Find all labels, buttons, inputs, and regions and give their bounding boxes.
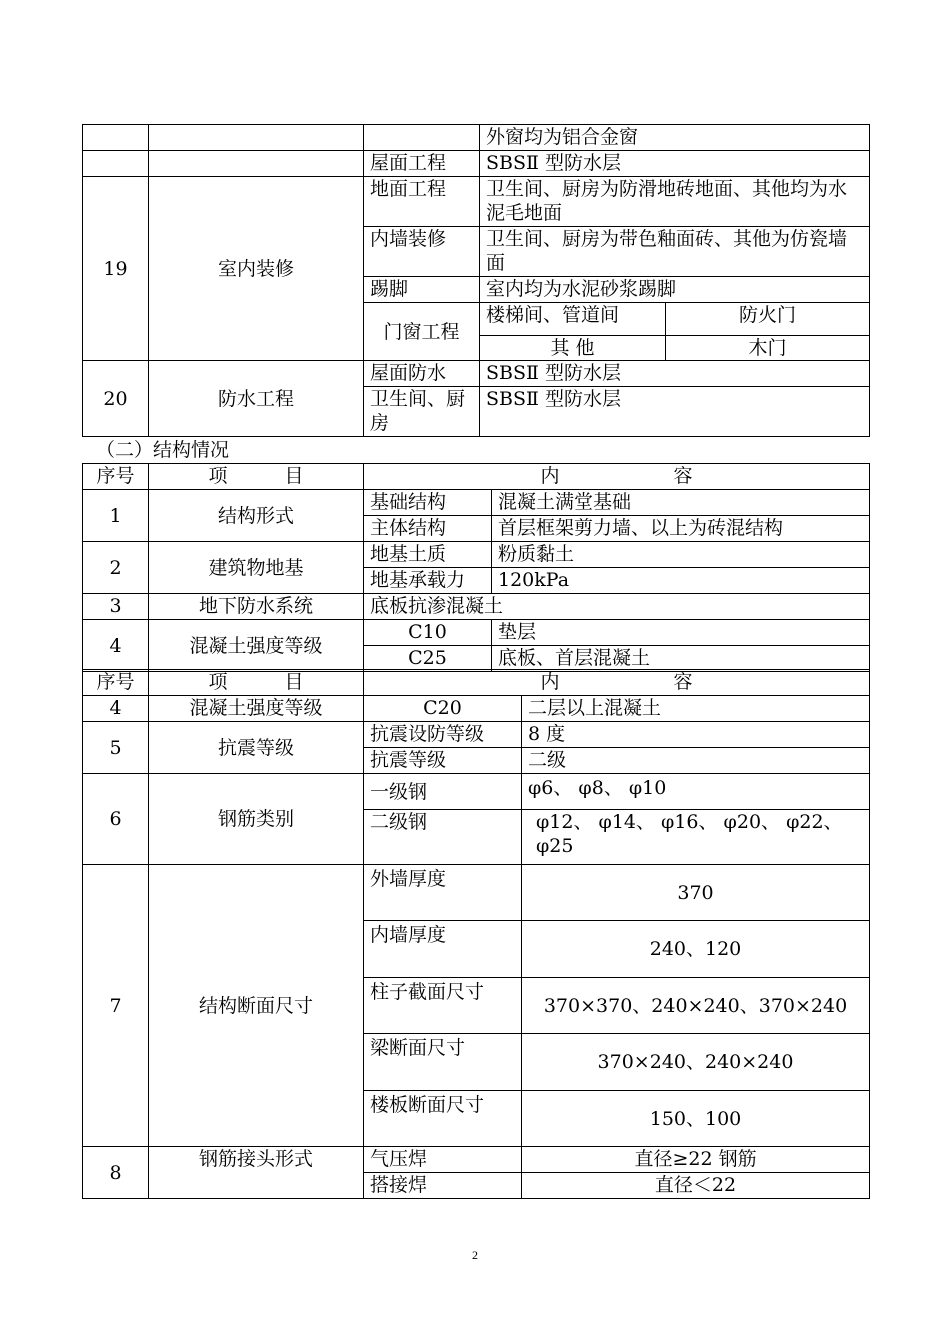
cell-sub: C10 xyxy=(364,620,492,646)
section-title: （二）结构情况 xyxy=(96,439,230,461)
cell-sub: 屋面工程 xyxy=(364,151,480,177)
cell-num: 5 xyxy=(83,722,149,774)
cell-sub: 一级钢 xyxy=(364,774,522,810)
cell-content: 二层以上混凝土 xyxy=(522,696,870,722)
cell-num: 2 xyxy=(83,542,149,594)
cell-sub: 抗震等级 xyxy=(364,748,522,774)
cell-num: 1 xyxy=(83,490,149,542)
cell-content: 底板抗渗混凝土 xyxy=(364,594,870,620)
cell-content: 垫层 xyxy=(492,620,870,646)
header-item: 项 目 xyxy=(149,670,364,696)
cell-sub: 二级钢 xyxy=(364,810,522,865)
cell-content: 外窗均为铝合金窗 xyxy=(480,125,870,151)
cell-content: 底板、首层混凝土 xyxy=(492,646,870,672)
cell-sub: 基础结构 xyxy=(364,490,492,516)
structure-table xyxy=(82,463,870,672)
cell-item: 混凝土强度等级 xyxy=(149,620,364,672)
cell-sub: 卫生间、厨房 xyxy=(364,387,480,437)
cell-sub: 门窗工程 xyxy=(364,303,480,361)
cell-content: 150、100 xyxy=(522,1091,870,1147)
cell-num: 20 xyxy=(83,361,149,437)
cell-content: 卫生间、厨房为防滑地砖地面、其他均为水泥毛地面 xyxy=(480,177,870,227)
cell-num xyxy=(83,151,149,177)
cell-sub: C20 xyxy=(364,696,522,722)
cell-sub: 内墙厚度 xyxy=(364,921,522,978)
structure-table-continued xyxy=(82,669,870,1199)
cell-num: 8 xyxy=(83,1147,149,1199)
cell-content: φ6、 φ8、 φ10 xyxy=(522,774,870,810)
cell-content: 其 他 xyxy=(480,336,666,361)
cell-sub: 踢脚 xyxy=(364,277,480,303)
header-content: 内 容 xyxy=(364,670,870,696)
cell-sub: 地基承载力 xyxy=(364,568,492,594)
cell-sub: 内墙装修 xyxy=(364,227,480,277)
cell-sub: 主体结构 xyxy=(364,516,492,542)
cell-item xyxy=(149,151,364,177)
cell-content: SBSⅡ 型防水层 xyxy=(480,361,870,387)
cell-num: 7 xyxy=(83,865,149,1147)
cell-sub: 柱子截面尺寸 xyxy=(364,978,522,1034)
cell-item: 抗震等级 xyxy=(149,722,364,774)
cell-content: 首层框架剪力墙、以上为砖混结构 xyxy=(492,516,870,542)
header-item: 项 目 xyxy=(149,464,364,490)
cell-content: SBSⅡ 型防水层 xyxy=(480,387,870,437)
cell-item: 结构断面尺寸 xyxy=(149,865,364,1147)
cell-num xyxy=(83,125,149,151)
cell-content: 粉质黏土 xyxy=(492,542,870,568)
cell-content: 防火门 xyxy=(666,303,870,336)
cell-content: 室内均为水泥砂浆踢脚 xyxy=(480,277,870,303)
cell-content: 240、120 xyxy=(522,921,870,978)
cell-item: 室内装修 xyxy=(149,177,364,361)
cell-content: 120kPa xyxy=(492,568,870,594)
cell-sub: 外墙厚度 xyxy=(364,865,522,921)
cell-sub: 屋面防水 xyxy=(364,361,480,387)
cell-num: 4 xyxy=(83,696,149,722)
cell-sub xyxy=(364,125,480,151)
cell-sub: C25 xyxy=(364,646,492,672)
header-num: 序号 xyxy=(83,464,149,490)
cell-sub: 地面工程 xyxy=(364,177,480,227)
interior-finish-table xyxy=(82,124,870,437)
header-num: 序号 xyxy=(83,670,149,696)
cell-content: φ12、 φ14、 φ16、 φ20、 φ22、φ25 xyxy=(522,810,870,865)
cell-content: 卫生间、厨房为带色釉面砖、其他为仿瓷墙面 xyxy=(480,227,870,277)
cell-content: 直径＜22 xyxy=(522,1173,870,1199)
cell-content: 370×240、240×240 xyxy=(522,1034,870,1091)
cell-item: 地下防水系统 xyxy=(149,594,364,620)
cell-num: 3 xyxy=(83,594,149,620)
cell-content: SBSⅡ 型防水层 xyxy=(480,151,870,177)
cell-item: 建筑物地基 xyxy=(149,542,364,594)
cell-content: 木门 xyxy=(666,336,870,361)
cell-sub: 搭接焊 xyxy=(364,1173,522,1199)
cell-item: 混凝土强度等级 xyxy=(149,696,364,722)
cell-item: 钢筋类别 xyxy=(149,774,364,865)
cell-num: 6 xyxy=(83,774,149,865)
cell-content: 混凝土满堂基础 xyxy=(492,490,870,516)
cell-content: 直径≥22 钢筋 xyxy=(522,1147,870,1173)
cell-item: 钢筋接头形式 xyxy=(149,1147,364,1199)
cell-sub: 楼板断面尺寸 xyxy=(364,1091,522,1147)
cell-content: 楼梯间、管道间 xyxy=(480,303,666,336)
cell-content: 二级 xyxy=(522,748,870,774)
cell-sub: 抗震设防等级 xyxy=(364,722,522,748)
cell-sub: 梁断面尺寸 xyxy=(364,1034,522,1091)
cell-item: 防水工程 xyxy=(149,361,364,437)
cell-sub: 地基土质 xyxy=(364,542,492,568)
cell-item: 结构形式 xyxy=(149,490,364,542)
cell-num: 19 xyxy=(83,177,149,361)
cell-num: 4 xyxy=(83,620,149,672)
header-content: 内 容 xyxy=(364,464,870,490)
page-number: 2 xyxy=(472,1248,478,1262)
cell-item xyxy=(149,125,364,151)
cell-content: 370 xyxy=(522,865,870,921)
cell-sub: 气压焊 xyxy=(364,1147,522,1173)
cell-content: 8 度 xyxy=(522,722,870,748)
cell-content: 370×370、240×240、370×240 xyxy=(522,978,870,1034)
